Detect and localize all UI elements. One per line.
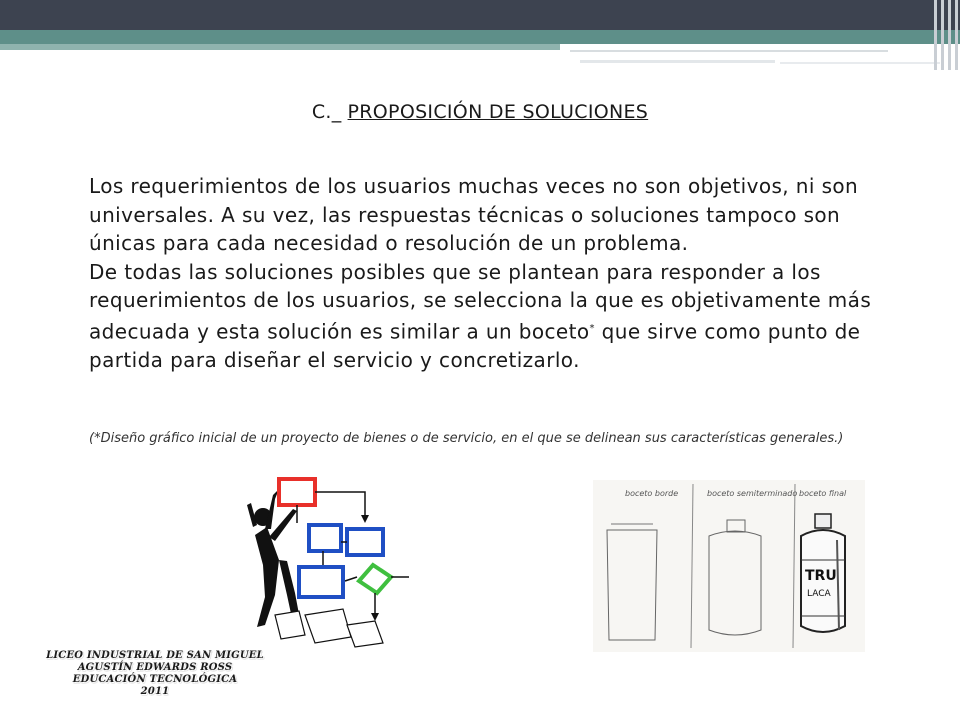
title-prefix: C._: [311, 101, 342, 123]
title-text: PROPOSICIÓN DE SOLUCIONES: [347, 101, 649, 123]
can-label-2: LACA: [807, 589, 831, 599]
sketch-label-1: boceto borde: [625, 489, 679, 498]
header-accent-line: [570, 50, 888, 52]
paragraph-2-end: que sirve como punto de partida para diseñar el servicio y concretizarlo.: [89, 319, 861, 372]
footer-line: EDUCACIÓN TECNOLÓGICA: [72, 674, 238, 685]
slide-body: [89, 172, 879, 374]
header-accent-line: [780, 62, 940, 64]
header-bar-teal: [0, 30, 960, 44]
header-bar-teal-light: [0, 44, 560, 50]
boceto-sketches-illustration: [593, 480, 865, 652]
can-label-1: TRU: [805, 568, 837, 584]
footer-line: AGUSTÍN EDWARDS ROSS: [77, 662, 233, 673]
person-body: [255, 527, 279, 627]
header-vertical-stripes: [930, 0, 960, 70]
blue-box: [299, 567, 343, 597]
footer-line: LICEO INDUSTRIAL DE SAN MIGUEL: [46, 650, 264, 661]
red-box: [279, 479, 315, 505]
sketch-can-outline: [709, 531, 761, 635]
paragraph-2-start: De todas las soluciones posibles que se plantean para responder a los requerimientos de los usuarios, se selecciona la que es objetivamente más adecuada y esta solución es similar a un boceto: [89, 259, 872, 344]
paragraph-2: [89, 258, 879, 375]
sketch-label-3: boceto final: [799, 489, 847, 498]
sketch-label-2: boceto semiterminado: [707, 489, 798, 498]
slide-title: [0, 101, 960, 123]
header-bar-dark: [0, 0, 960, 30]
footer-line: 2011: [140, 686, 170, 697]
green-diamond: [359, 565, 391, 593]
blue-box: [347, 529, 383, 555]
paper-sheet: [305, 609, 351, 643]
header-accent-line: [580, 60, 775, 63]
school-footer: [40, 650, 270, 698]
footnote-text: (*Diseño gráfico inicial de un proyecto de bienes o de servicio, en el que se delinean sus características generales.): [89, 431, 844, 446]
blue-box: [309, 525, 341, 551]
flowchart-person-illustration: [235, 465, 425, 650]
footnote-marker: *: [589, 322, 595, 334]
sketch-outline: [607, 530, 657, 640]
paragraph-1: Los requerimientos de los usuarios muchas veces no son objetivos, ni son universales. A su vez, las respuestas técnicas o soluciones tampoco son únicas para cada necesidad o resolución de un problema.: [89, 174, 859, 255]
